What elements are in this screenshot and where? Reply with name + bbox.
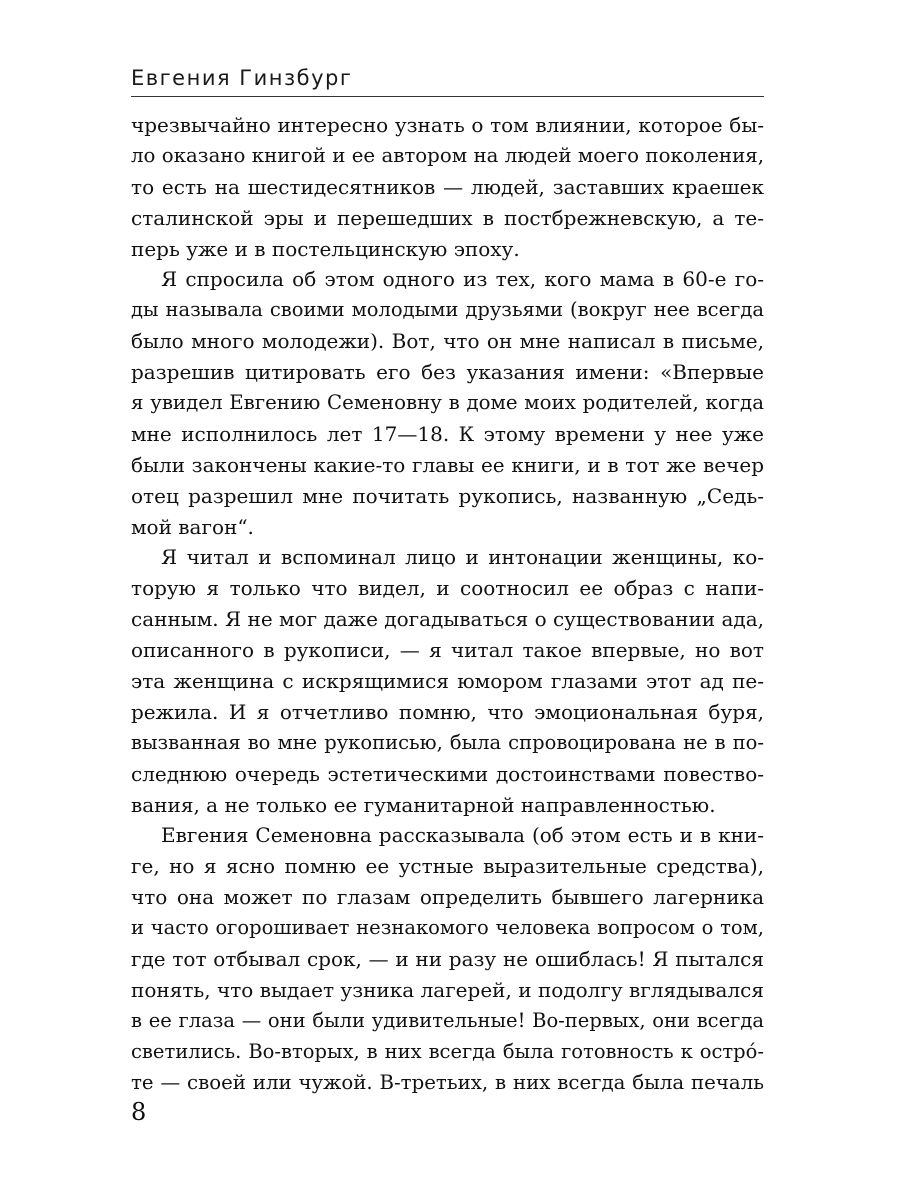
text-line: те — своей или чужой. В-третьих, в них всегда была печаль xyxy=(131,1070,764,1094)
text-line: описанного в рукописи, — я читал такое впервые, но вот xyxy=(131,638,764,663)
text-line: светились. Во-вторых, в них всегда была готовность к остро́- xyxy=(131,1039,764,1063)
header-rule xyxy=(131,96,764,97)
text-line: санным. Я не мог даже догадываться о существовании ада, xyxy=(131,607,764,632)
text-line: Евгения Семеновна рассказывала (об этом есть и в кни- xyxy=(161,823,764,848)
text-line: ге, но я ясно помню ее устные выразительные средства), xyxy=(131,854,764,879)
text-line: Я читал и вспоминал лицо и интонации женщины, ко- xyxy=(161,545,764,570)
text-line: вания, а не только ее гуманитарной направленностью. xyxy=(131,792,716,817)
text-line: разрешив цитировать его без указания имени: «Впервые xyxy=(131,360,764,385)
body-text xyxy=(131,110,764,1099)
text-line: режила. И я отчетливо помню, что эмоциональная буря, xyxy=(131,699,764,724)
text-line: перь уже и в постельцинскую эпоху. xyxy=(131,236,520,261)
running-title: Евгения Гинзбург xyxy=(131,66,353,90)
text-line: чрезвычайно интересно узнать о том влиянии, которое бы- xyxy=(131,113,764,137)
text-line: ло оказано книгой и ее автором на людей моего поколения, xyxy=(131,143,764,167)
text-line: сталинской эры и перешедших в постбрежневскую, а те- xyxy=(131,205,764,230)
text-line: и часто огорошивает незнакомого человека вопросом о том, xyxy=(131,916,764,940)
text-line: были закончены какие-то главы ее книги, и в тот же вечер xyxy=(131,452,764,477)
text-line: было много молодежи). Вот, что он мне написал в письме, xyxy=(131,329,764,354)
text-line: отец разрешил мне почитать рукопись, названную „Седь- xyxy=(131,483,764,508)
text-line: следнюю очередь эстетическими достоинствами повество- xyxy=(131,761,764,786)
text-line: мне исполнилось лет 17—18. К этому времени у нее уже xyxy=(131,421,764,446)
text-line: мой вагон“. xyxy=(131,514,254,539)
text-line: я увидел Евгению Семеновну в доме моих родителей, когда xyxy=(131,391,764,415)
text-line: где тот отбывал срок, — и ни разу не ошиблась! Я пытался xyxy=(131,947,764,972)
text-line: что она может по глазам определить бывшего лагерника xyxy=(131,885,764,910)
text-line: ды называла своими молодыми друзьями (вокруг нее всегда xyxy=(131,298,764,322)
text-line: то есть на шестидесятников — людей, заставших краешек xyxy=(131,174,764,199)
text-line: в ее глаза — они были удивительные! Во-первых, они всегда xyxy=(131,1008,764,1032)
text-line: Я спросила об этом одного из тех, кого мама в 60-е го- xyxy=(161,267,764,292)
text-line: понять, что выдает узника лагерей, и подолгу вглядывался xyxy=(131,977,764,1002)
text-line: эта женщина с искрящимися юмором глазами этот ад пе- xyxy=(131,669,764,694)
page-number: 8 xyxy=(131,1098,147,1126)
text-line: вызванная во мне рукописью, была спровоцирована не в по- xyxy=(131,730,764,754)
text-line: торую я только что видел, и соотносил ее образ с напи- xyxy=(131,576,764,601)
